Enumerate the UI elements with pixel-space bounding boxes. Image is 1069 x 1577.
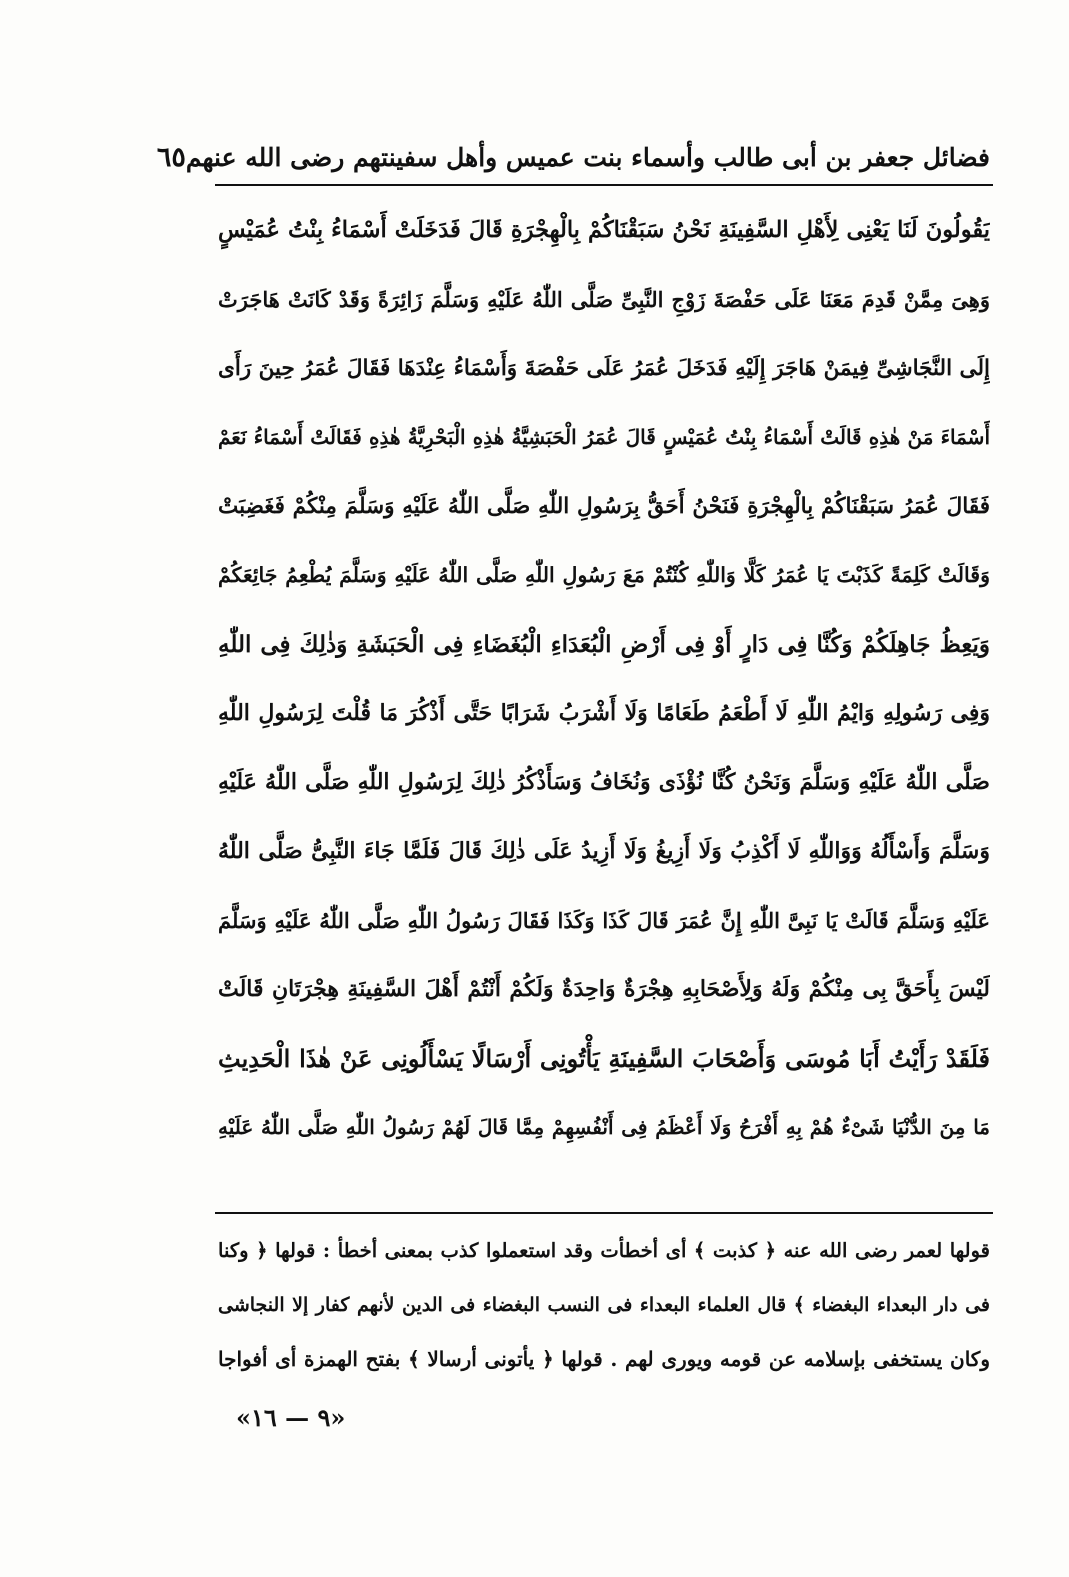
text-line: يَقُولُونَ لَنَا يَعْنِى لِأَهْلِ السَّفِينَةِ نَحْنُ سَبَقْنَاكُمْ بِالْهِجْرَةِ قَالَ فَدَخَلَتْ أَسْمَاءُ بِنْتُ عُمَيْسٍ [218, 217, 990, 243]
footnote-line: وكان يستخفى بإسلامه عن قومه ويورى لهم . قولها ﴿ يأتونى أرسالا ﴾ بفتح الهمزة أى أفواجا [218, 1347, 990, 1371]
main-text [218, 196, 990, 1162]
running-header [156, 132, 990, 182]
text-line: لَيْسَ بِأَحَقَّ بِى مِنْكُمْ وَلَهُ وَلِأَصْحَابِهِ هِجْرَةٌ وَاحِدَةٌ وَلَكُمْ أَنْتُمْ أَهْلَ السَّفِينَةِ هِجْرَتَانِ قَالَتْ [218, 976, 990, 1002]
footnote-divider [215, 1212, 993, 1214]
footnote-line: فى دار البعداء البغضاء ﴾ قال العلماء البعداء فى النسب البغضاء فى الدين لأنهم كفار إلا النجاشى [218, 1294, 990, 1316]
text-line: إِلَى النَّجَاشِىِّ فِيمَنْ هَاجَرَ إِلَيْهِ فَدَخَلَ عُمَرُ عَلَى حَفْصَةَ وَأَسْمَاءُ عِنْدَهَا فَقَالَ عُمَرُ حِينَ رَأَى [218, 356, 990, 381]
text-line: عَلَيْهِ وَسَلَّمَ قَالَتْ يَا نَبِىَّ اللّٰهِ إِنَّ عُمَرَ قَالَ كَذَا وَكَذَا فَقَالَ رَسُولُ اللّٰهِ صَلَّى اللّٰهُ عَلَيْهِ وَسَلَّمَ [218, 908, 990, 933]
printer-signature-mark: «٩ — ١٦» [236, 1403, 346, 1432]
text-line: فَلَقَدْ رَأَيْتُ أَبَا مُوسَى وَأَصْحَابَ السَّفِينَةِ يَأْتُونِى أَرْسَالًا يَسْأَلُونِى عَنْ هٰذَا الْحَدِيثِ [218, 1044, 990, 1073]
text-line: أَسْمَاءَ مَنْ هٰذِهِ قَالَتْ أَسْمَاءُ بِنْتُ عُمَيْسٍ قَالَ عُمَرُ الْحَبَشِيَّةُ هٰذِهِ الْبَحْرِيَّةُ هٰذِهِ فَقَالَتْ أَسْمَاءُ نَعَمْ [218, 425, 990, 449]
footnote-line: قولها لعمر رضى الله عنه ﴿ كذبت ﴾ أى أخطأت وقد استعملوا كذب بمعنى أخطأ : قولها ﴿ وكنا [218, 1239, 990, 1262]
chapter-title: فضائل جعفر بن أبى طالب وأسماء بنت عميس وأهل سفينتهم رضى الله عنهم [185, 142, 990, 172]
text-line: فَقَالَ عُمَرُ سَبَقْنَاكُمْ بِالْهِجْرَةِ فَنَحْنُ أَحَقُّ بِرَسُولِ اللّٰهِ صَلَّى اللّٰهُ عَلَيْهِ وَسَلَّمَ مِنْكُمْ فَغَضِبَتْ [218, 494, 990, 519]
text-line: مَا مِنَ الدُّنْيَا شَىْءٌ هُمْ بِهِ أَفْرَحُ وَلَا أَعْظَمُ فِى أَنْفُسِهِمْ مِمَّا قَالَ لَهُمْ رَسُولُ اللّٰهِ صَلَّى اللّٰهُ عَلَيْهِ [218, 1115, 990, 1139]
header-divider [215, 184, 993, 186]
text-line: وَقَالَتْ كَلِمَةً كَذَبْتَ يَا عُمَرُ كَلَّا وَاللّٰهِ كُنْتُمْ مَعَ رَسُولِ اللّٰهِ صَلَّى اللّٰهُ عَلَيْهِ وَسَلَّمَ يُطْعِمُ جَائِعَكُمْ [218, 563, 990, 587]
text-line: وَهِىَ مِمَّنْ قَدِمَ مَعَنَا عَلَى حَفْصَةَ زَوْجِ النَّبِىِّ صَلَّى اللّٰهُ عَلَيْهِ وَسَلَّمَ زَائِرَةً وَقَدْ كَانَتْ هَاجَرَتْ [218, 287, 990, 312]
footnotes [218, 1224, 990, 1386]
text-line: صَلَّى اللّٰهُ عَلَيْهِ وَسَلَّمَ وَنَحْنُ كُنَّا نُؤْذَى وَنُخَافُ وَسَأَذْكُرُ ذٰلِكَ لِرَسُولِ اللّٰهِ صَلَّى اللّٰهُ عَلَيْهِ [218, 769, 990, 795]
text-line: وَيَعِظُ جَاهِلَكُمْ وَكُنَّا فِى دَارٍ أَوْ فِى أَرْضِ الْبُعَدَاءِ الْبُغَضَاءِ فِى الْحَبَشَةِ وَذٰلِكَ فِى اللّٰهِ [218, 631, 990, 658]
text-line: وَفِى رَسُولِهِ وَايْمُ اللّٰهِ لَا أَطْعَمُ طَعَامًا وَلَا أَشْرَبُ شَرَابًا حَتَّى أَذْكُرَ مَا قُلْتَ لِرَسُولِ اللّٰهِ [218, 700, 990, 726]
page-number: ٦٥ [156, 141, 186, 173]
text-line: وَسَلَّمَ وَأَسْأَلُهُ وَوَاللّٰهِ لَا أَكْذِبُ وَلَا أَزِيغُ وَلَا أَزِيدُ عَلَى ذٰلِكَ قَالَ فَلَمَّا جَاءَ النَّبِىُّ صَلَّى اللّٰهُ [218, 838, 990, 864]
